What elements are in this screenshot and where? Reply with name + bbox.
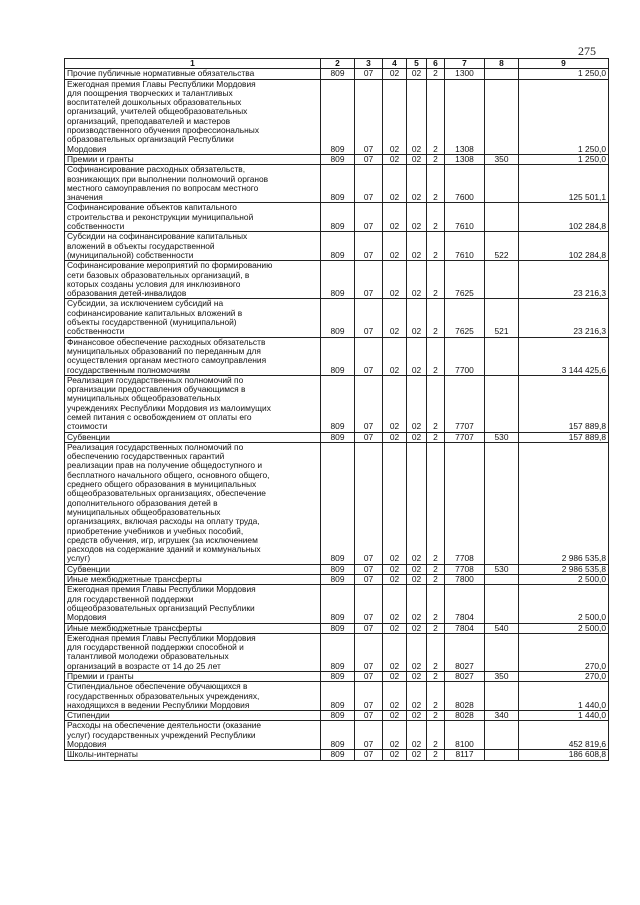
table-row	[65, 299, 609, 337]
amount: 1 440,0	[519, 682, 609, 711]
ministry-code: 809	[321, 711, 355, 721]
amount: 1 250,0	[519, 154, 609, 164]
subprogram-code: 2	[427, 682, 445, 711]
section-code: 07	[355, 165, 383, 203]
ministry-code: 809	[321, 299, 355, 337]
subsection-code: 02	[383, 154, 407, 164]
row-description: Премии и гранты	[65, 154, 321, 164]
ministry-code: 809	[321, 375, 355, 432]
program-code: 02	[407, 165, 427, 203]
expense-type-code	[485, 633, 519, 671]
ministry-code: 809	[321, 633, 355, 671]
ministry-code: 809	[321, 79, 355, 154]
expense-type-code	[485, 585, 519, 623]
ministry-code: 809	[321, 203, 355, 232]
row-description: Реализация государственных полномочий по организации предоставления обучающимся в муниципальных общеобразовательных учреждениях Республики Мордовия из малоимущих семей питания с освобождением от оплаты его стоимости	[65, 375, 321, 432]
section-code: 07	[355, 432, 383, 442]
amount: 1 250,0	[519, 69, 609, 79]
subprogram-code: 2	[427, 165, 445, 203]
program-code: 02	[407, 750, 427, 760]
section-code: 07	[355, 623, 383, 633]
subsection-code: 02	[383, 232, 407, 261]
article-code: 7707	[445, 432, 485, 442]
ministry-code: 809	[321, 750, 355, 760]
subsection-code: 02	[383, 623, 407, 633]
subprogram-code: 2	[427, 750, 445, 760]
section-code: 07	[355, 375, 383, 432]
expense-type-code	[485, 337, 519, 375]
row-description: Стипендии	[65, 711, 321, 721]
subsection-code: 02	[383, 672, 407, 682]
subsection-code: 02	[383, 79, 407, 154]
row-description: Финансовое обеспечение расходных обязательств муниципальных образований по переданным для осуществления органам местного самоуправления государственным полномочиям	[65, 337, 321, 375]
program-code: 02	[407, 261, 427, 299]
header-col-6: 6	[427, 59, 445, 69]
subprogram-code: 2	[427, 442, 445, 564]
table-row	[65, 79, 609, 154]
expense-type-code: 340	[485, 711, 519, 721]
section-code: 07	[355, 564, 383, 574]
expense-type-code	[485, 203, 519, 232]
header-col-7: 7	[445, 59, 485, 69]
article-code: 8028	[445, 711, 485, 721]
section-code: 07	[355, 750, 383, 760]
row-description: Иные межбюджетные трансферты	[65, 623, 321, 633]
section-code: 07	[355, 711, 383, 721]
row-description: Софинансирование мероприятий по формированию сети базовых образовательных организаций, в которых созданы условия для инклюзивного образования детей-инвалидов	[65, 261, 321, 299]
table-row	[65, 375, 609, 432]
header-col-1: 1	[65, 59, 321, 69]
table-row	[65, 442, 609, 564]
subprogram-code: 2	[427, 585, 445, 623]
program-code: 02	[407, 672, 427, 682]
subsection-code: 02	[383, 69, 407, 79]
table-row	[65, 165, 609, 203]
ministry-code: 809	[321, 623, 355, 633]
amount: 270,0	[519, 633, 609, 671]
expense-type-code	[485, 261, 519, 299]
expense-type-code: 530	[485, 564, 519, 574]
program-code: 02	[407, 721, 427, 750]
subprogram-code: 2	[427, 721, 445, 750]
section-code: 07	[355, 337, 383, 375]
table-row	[65, 564, 609, 574]
table-row	[65, 154, 609, 164]
table-row	[65, 203, 609, 232]
subprogram-code: 2	[427, 375, 445, 432]
section-code: 07	[355, 575, 383, 585]
program-code: 02	[407, 232, 427, 261]
subprogram-code: 2	[427, 633, 445, 671]
section-code: 07	[355, 79, 383, 154]
expense-type-code	[485, 575, 519, 585]
article-code: 7610	[445, 203, 485, 232]
program-code: 02	[407, 432, 427, 442]
article-code: 7708	[445, 442, 485, 564]
subsection-code: 02	[383, 432, 407, 442]
amount: 3 144 425,6	[519, 337, 609, 375]
section-code: 07	[355, 203, 383, 232]
amount: 102 284,8	[519, 203, 609, 232]
table-row	[65, 682, 609, 711]
subprogram-code: 2	[427, 564, 445, 574]
expense-type-code	[485, 721, 519, 750]
amount: 2 500,0	[519, 575, 609, 585]
table-row	[65, 432, 609, 442]
table-row	[65, 337, 609, 375]
expense-type-code	[485, 375, 519, 432]
table-row	[65, 633, 609, 671]
subsection-code: 02	[383, 261, 407, 299]
amount: 1 250,0	[519, 79, 609, 154]
amount: 157 889,8	[519, 432, 609, 442]
amount: 186 608,8	[519, 750, 609, 760]
amount: 23 216,3	[519, 261, 609, 299]
program-code: 02	[407, 633, 427, 671]
header-row	[65, 59, 609, 69]
article-code: 8027	[445, 633, 485, 671]
article-code: 7804	[445, 623, 485, 633]
article-code: 8117	[445, 750, 485, 760]
subprogram-code: 2	[427, 575, 445, 585]
subsection-code: 02	[383, 299, 407, 337]
header-col-4: 4	[383, 59, 407, 69]
header-col-2: 2	[321, 59, 355, 69]
subsection-code: 02	[383, 711, 407, 721]
subsection-code: 02	[383, 375, 407, 432]
article-code: 8028	[445, 682, 485, 711]
article-code: 1300	[445, 69, 485, 79]
amount: 125 501,1	[519, 165, 609, 203]
ministry-code: 809	[321, 672, 355, 682]
program-code: 02	[407, 69, 427, 79]
subsection-code: 02	[383, 337, 407, 375]
ministry-code: 809	[321, 442, 355, 564]
subsection-code: 02	[383, 165, 407, 203]
ministry-code: 809	[321, 432, 355, 442]
article-code: 7804	[445, 585, 485, 623]
row-description: Софинансирование объектов капитального строительства и реконструкции муниципальной собственности	[65, 203, 321, 232]
amount: 157 889,8	[519, 375, 609, 432]
expense-type-code: 521	[485, 299, 519, 337]
program-code: 02	[407, 682, 427, 711]
amount: 2 986 535,8	[519, 442, 609, 564]
header-col-9: 9	[519, 59, 609, 69]
subsection-code: 02	[383, 633, 407, 671]
ministry-code: 809	[321, 682, 355, 711]
ministry-code: 809	[321, 261, 355, 299]
table-row	[65, 623, 609, 633]
amount: 23 216,3	[519, 299, 609, 337]
subsection-code: 02	[383, 721, 407, 750]
subsection-code: 02	[383, 750, 407, 760]
expense-type-code	[485, 69, 519, 79]
row-description: Субвенции	[65, 564, 321, 574]
subprogram-code: 2	[427, 299, 445, 337]
table-row	[65, 69, 609, 79]
amount: 452 819,6	[519, 721, 609, 750]
section-code: 07	[355, 682, 383, 711]
row-description: Субвенции	[65, 432, 321, 442]
subprogram-code: 2	[427, 232, 445, 261]
subprogram-code: 2	[427, 203, 445, 232]
section-code: 07	[355, 442, 383, 564]
ministry-code: 809	[321, 154, 355, 164]
program-code: 02	[407, 711, 427, 721]
program-code: 02	[407, 442, 427, 564]
budget-table	[64, 58, 609, 761]
section-code: 07	[355, 299, 383, 337]
subprogram-code: 2	[427, 69, 445, 79]
expense-type-code	[485, 682, 519, 711]
table-row	[65, 575, 609, 585]
article-code: 7600	[445, 165, 485, 203]
subsection-code: 02	[383, 442, 407, 564]
subprogram-code: 2	[427, 711, 445, 721]
row-description: Стипендиальное обеспечение обучающихся в государственных образовательных учреждениях, находящихся в ведении Республики Мордовия	[65, 682, 321, 711]
article-code: 7610	[445, 232, 485, 261]
subsection-code: 02	[383, 575, 407, 585]
amount: 2 500,0	[519, 585, 609, 623]
row-description: Субсидии на софинансирование капитальных вложений в объекты государственной (муниципальной) собственности	[65, 232, 321, 261]
row-description: Прочие публичные нормативные обязательства	[65, 69, 321, 79]
subprogram-code: 2	[427, 623, 445, 633]
program-code: 02	[407, 203, 427, 232]
program-code: 02	[407, 375, 427, 432]
row-description: Школы-интернаты	[65, 750, 321, 760]
subprogram-code: 2	[427, 261, 445, 299]
program-code: 02	[407, 623, 427, 633]
row-description: Расходы на обеспечение деятельности (оказание услуг) государственных учреждений Республики Мордовия	[65, 721, 321, 750]
program-code: 02	[407, 585, 427, 623]
amount: 2 500,0	[519, 623, 609, 633]
program-code: 02	[407, 575, 427, 585]
ministry-code: 809	[321, 337, 355, 375]
article-code: 7625	[445, 261, 485, 299]
header-col-5: 5	[407, 59, 427, 69]
program-code: 02	[407, 154, 427, 164]
article-code: 8027	[445, 672, 485, 682]
amount: 270,0	[519, 672, 609, 682]
subprogram-code: 2	[427, 79, 445, 154]
amount: 1 440,0	[519, 711, 609, 721]
section-code: 07	[355, 261, 383, 299]
expense-type-code: 522	[485, 232, 519, 261]
subsection-code: 02	[383, 564, 407, 574]
article-code: 1308	[445, 79, 485, 154]
subsection-code: 02	[383, 203, 407, 232]
article-code: 1308	[445, 154, 485, 164]
table-row	[65, 721, 609, 750]
expense-type-code: 350	[485, 154, 519, 164]
row-description: Софинансирование расходных обязательств, возникающих при выполнении полномочий органов местного самоуправления по вопросам местного значения	[65, 165, 321, 203]
ministry-code: 809	[321, 721, 355, 750]
subprogram-code: 2	[427, 337, 445, 375]
section-code: 07	[355, 585, 383, 623]
section-code: 07	[355, 232, 383, 261]
table-row	[65, 750, 609, 760]
program-code: 02	[407, 79, 427, 154]
row-description: Ежегодная премия Главы Республики Мордовия для государственной поддержки способной и талантливой молодежи образовательных организаций в возрасте от 14 до 25 лет	[65, 633, 321, 671]
article-code: 7707	[445, 375, 485, 432]
subsection-code: 02	[383, 585, 407, 623]
expense-type-code	[485, 165, 519, 203]
row-description: Ежегодная премия Главы Республики Мордовия для государственной поддержки общеобразовательных организаций Республики Мордовия	[65, 585, 321, 623]
ministry-code: 809	[321, 575, 355, 585]
ministry-code: 809	[321, 585, 355, 623]
header-col-3: 3	[355, 59, 383, 69]
subprogram-code: 2	[427, 432, 445, 442]
ministry-code: 809	[321, 564, 355, 574]
section-code: 07	[355, 69, 383, 79]
article-code: 7625	[445, 299, 485, 337]
expense-type-code	[485, 750, 519, 760]
expense-type-code: 540	[485, 623, 519, 633]
table-row	[65, 711, 609, 721]
table-row	[65, 261, 609, 299]
table-row	[65, 585, 609, 623]
article-code: 7700	[445, 337, 485, 375]
section-code: 07	[355, 672, 383, 682]
article-code: 7708	[445, 564, 485, 574]
section-code: 07	[355, 633, 383, 671]
article-code: 8100	[445, 721, 485, 750]
row-description: Иные межбюджетные трансферты	[65, 575, 321, 585]
expense-type-code: 530	[485, 432, 519, 442]
expense-type-code	[485, 442, 519, 564]
expense-type-code	[485, 79, 519, 154]
table-row	[65, 672, 609, 682]
expense-type-code: 350	[485, 672, 519, 682]
subsection-code: 02	[383, 682, 407, 711]
program-code: 02	[407, 564, 427, 574]
ministry-code: 809	[321, 165, 355, 203]
row-description: Реализация государственных полномочий по обеспечению государственных гарантий реализации прав на получение общедоступного и бесплатного начального общего, основного общего, среднего общего образования в муниципальных общеобразовательных организациях, обеспечение дополнительного образования детей в муниципальных общеобразовательных организациях, включая расходы на оплату труда, приобретение учебников и учебных пособий, средств обучения, игр, игрушек (за исключением расходов на содержание зданий и коммунальных услуг)	[65, 442, 321, 564]
row-description: Субсидии, за исключением субсидий на софинансирование капитальных вложений в объекты государственной (муниципальной) собственности	[65, 299, 321, 337]
ministry-code: 809	[321, 232, 355, 261]
page-number: 275	[578, 44, 596, 58]
subprogram-code: 2	[427, 154, 445, 164]
section-code: 07	[355, 154, 383, 164]
row-description: Премии и гранты	[65, 672, 321, 682]
amount: 102 284,8	[519, 232, 609, 261]
subprogram-code: 2	[427, 672, 445, 682]
program-code: 02	[407, 299, 427, 337]
article-code: 7800	[445, 575, 485, 585]
ministry-code: 809	[321, 69, 355, 79]
row-description: Ежегодная премия Главы Республики Мордовия для поощрения творческих и талантливых воспитателей дошкольных образовательных организаций, учителей общеобразовательных организаций, преподавателей и мастеров производственного обучения профессиональных образовательных организаций Республики Мордовия	[65, 79, 321, 154]
amount: 2 986 535,8	[519, 564, 609, 574]
header-col-8: 8	[485, 59, 519, 69]
program-code: 02	[407, 337, 427, 375]
table-row	[65, 232, 609, 261]
section-code: 07	[355, 721, 383, 750]
